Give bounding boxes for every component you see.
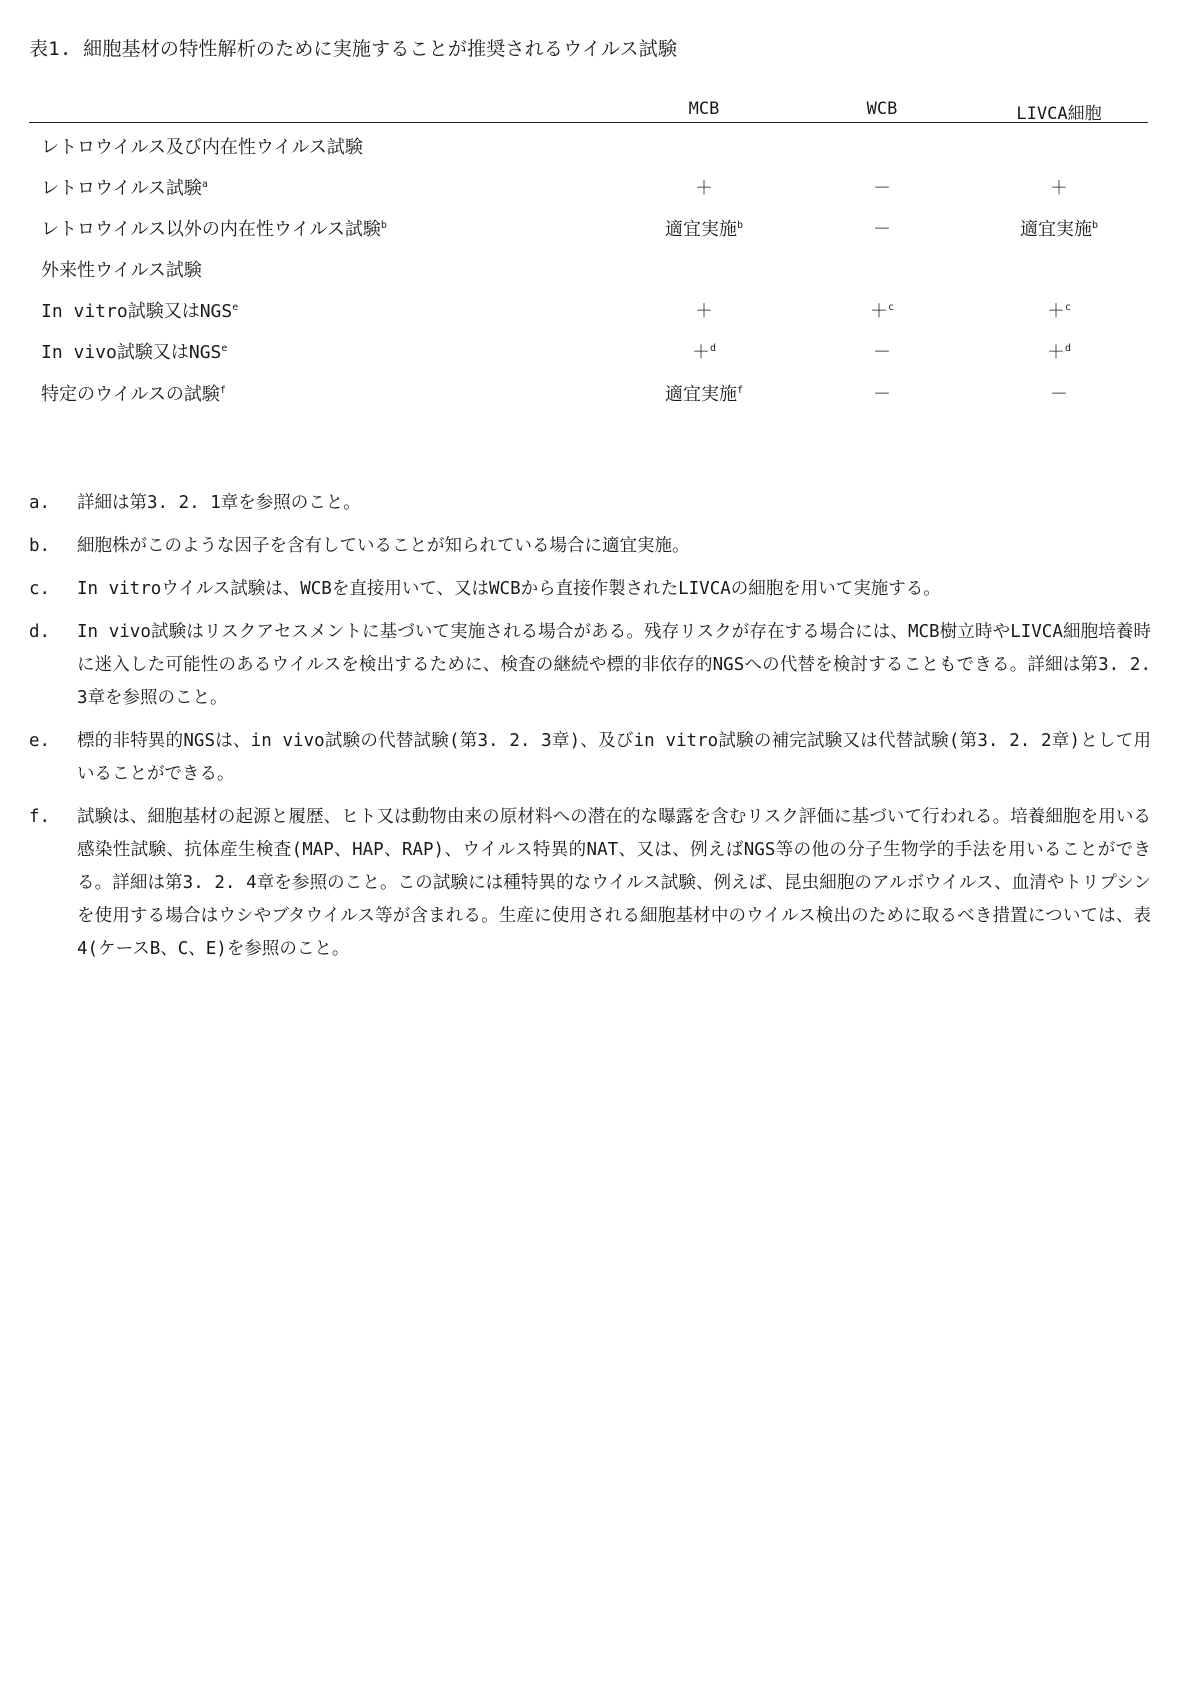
footnote-text: 試験は、細胞基材の起源と履歴、ヒト又は動物由来の原材料への潜在的な曝露を含むリスク評価に基づいて行われる。培養細胞を用いる感染性試験、抗体産生検査(MAP、HAP、RAP)、ウイルス特異的NAT、又は、例えばNGS等の他の分子生物学的手法を用いることができる。詳細は第3. 2. 4章を参照のこと。この試験には種特異的なウイルス試験、例えば、昆虫細胞のアルボウイルス、血清やトリプシンを使用する場合はウシやブタウイルス等が含まれる。生産に使用される細胞基材中のウイルス検出のために取るべき措置については、表4(ケースB、C、E)を参照のこと。 [77,807,1151,959]
row-label: レトロウイルス以外の内在性ウイルス試験$^b$ [41,219,387,240]
footnote-text: 標的非特異的NGSは、in vivo試験の代替試験(第3. 2. 3章)、及びin vitro試験の補完試験又は代替試験(第3. 2. 2章)として用いることができる。 [77,731,1151,784]
footnote-marker: b. [29,536,51,556]
cell-livca: ＋$^d$ [1046,342,1072,363]
column-header-wcb: WCB [866,99,898,119]
cell-mcb: ＋ [695,178,713,199]
row-label: In vitro試験又はNGS$^e$ [41,301,239,322]
footnote-marker: a. [29,493,51,513]
footnote [29,616,1151,715]
column-header-mcb: MCB [688,99,720,119]
row-label: In vivo試験又はNGS$^e$ [41,342,228,363]
footnote-text: 細胞株がこのような因子を含有していることが知られている場合に適宜実施。 [77,536,690,556]
table-row [0,174,1181,204]
cell-wcb: － [873,178,891,199]
table-row [0,338,1181,368]
footnote-marker: c. [29,579,51,599]
table-header [29,96,1148,123]
cell-livca: － [1050,384,1068,405]
table-row [0,380,1181,410]
footnote-text: 詳細は第3. 2. 1章を参照のこと。 [77,493,361,513]
table-row [0,133,1181,163]
cell-wcb: － [873,342,891,363]
footnote [29,530,1151,563]
footnote [29,725,1151,791]
footnote [29,801,1151,966]
row-label: 外来性ウイルス試験 [41,260,202,281]
footnote-marker: e. [29,731,51,751]
footnote [29,573,1151,606]
footnote-text: In vivo試験はリスクアセスメントに基づいて実施される場合がある。残存リスクが存在する場合には、MCB樹立時やLIVCA細胞培養時に迷入した可能性のあるウイルスを検出するために、検査の継続や標的非依存的NGSへの代替を検討することもできる。詳細は第3. 2. 3章を参照のこと。 [77,622,1151,708]
column-header-livca: LIVCA細胞 [1016,104,1102,124]
cell-livca: 適宜実施$^b$ [1019,219,1099,240]
table-caption: 表1. 細胞基材の特性解析のために実施することが推奨されるウイルス試験 [29,38,678,60]
footnote [29,487,1151,520]
cell-mcb: ＋$^d$ [691,342,717,363]
cell-livca: ＋$^c$ [1046,301,1072,322]
cell-mcb: ＋ [695,301,713,322]
cell-mcb: 適宜実施$^f$ [664,384,744,405]
footnote-marker: d. [29,622,51,642]
cell-mcb: 適宜実施$^b$ [664,219,744,240]
cell-wcb: － [873,384,891,405]
cell-wcb: － [873,219,891,240]
footnotes [29,487,1151,976]
row-label: レトロウイルス試験$^a$ [41,178,208,199]
footnote-text: In vitroウイルス試験は、WCBを直接用いて、又はWCBから直接作製されたLIVCAの細胞を用いて実施する。 [77,579,941,599]
table-row [0,297,1181,327]
row-label: レトロウイルス及び内在性ウイルス試験 [41,137,363,158]
cell-livca: ＋ [1050,178,1068,199]
cell-wcb: ＋$^c$ [869,301,895,322]
footnote-marker: f. [29,807,51,827]
table-row [0,215,1181,245]
row-label: 特定のウイルスの試験$^f$ [41,384,226,405]
table-row [0,256,1181,286]
